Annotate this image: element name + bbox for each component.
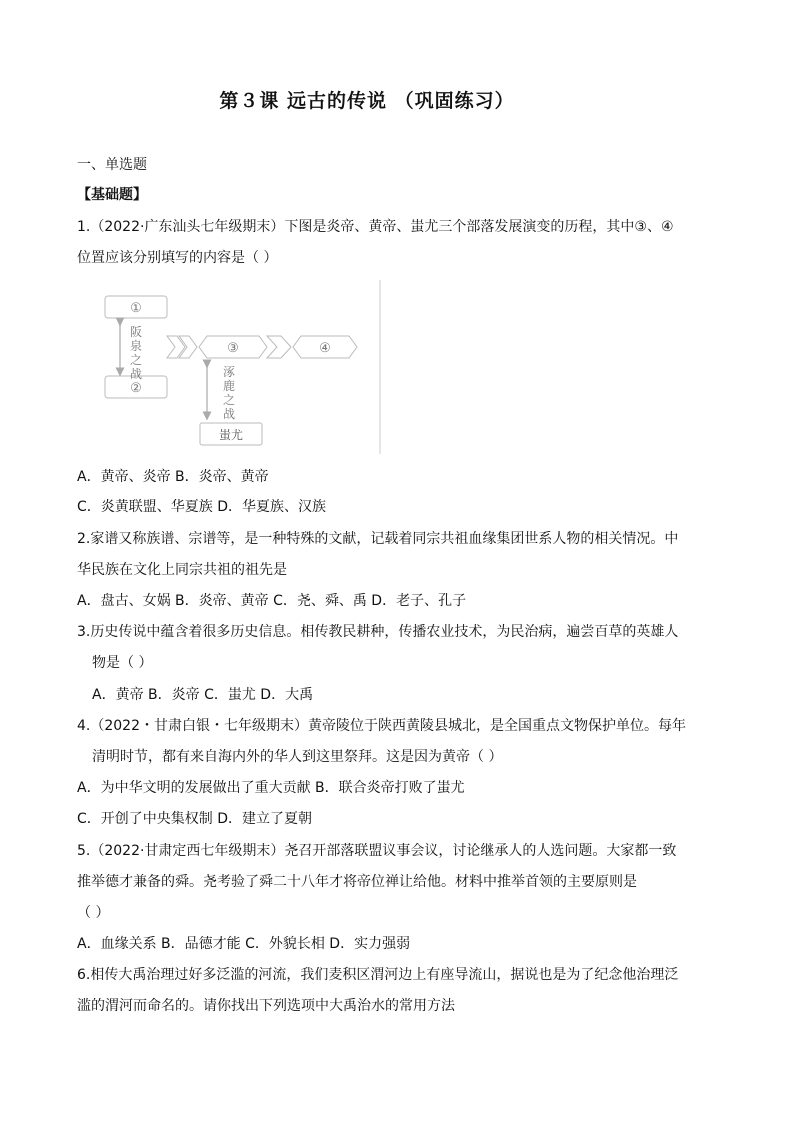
- q6-stem-line2: 滥的渭河而命名的。请你找出下列选项中大禹治水的常用方法: [77, 998, 455, 1014]
- diagram-box-4-label: ④: [319, 341, 331, 356]
- q1-stem-line1: 1.（2022·广东汕头七年级期末）下图是炎帝、黄帝、蚩尤三个部落发展演变的历程，其中③、④: [77, 219, 674, 235]
- q3-stem-line1: 3.历史传说中蕴含着很多历史信息。相传教民耕种，传播农业技术，为民治病，遍尝百草的英雄人: [77, 624, 679, 640]
- tribe-evolution-diagram: [95, 278, 395, 456]
- q5-stem-line2: 推举德才兼备的舜。尧考验了舜二十八年才将帝位禅让给他。材料中推举首领的主要原则是: [77, 874, 637, 890]
- subsection-heading: 【基础题】: [77, 187, 147, 203]
- q6-stem-line1: 6.相传大禹治理过好多泛滥的河流，我们麦积区渭河边上有座导流山，据说也是为了纪念他治理泛: [77, 967, 679, 983]
- battle1-char-4: 战: [129, 367, 143, 381]
- section-heading: 一、单选题: [77, 157, 147, 173]
- q5-stem-line1: 5.（2022·甘肃定西七年级期末）尧召开部落联盟议事会议，讨论继承人的人选问题。大家都一致: [77, 843, 677, 859]
- diagram-chiyou-label: 蚩尤: [218, 428, 244, 442]
- q1-stem-line2: 位置应该分别填写的内容是（ ）: [77, 250, 278, 266]
- battle2-char-2: 鹿: [222, 379, 236, 393]
- diagram-box-2-label: ②: [130, 381, 142, 396]
- q4-options-line2: C．开创了中央集权制 D．建立了夏朝: [77, 811, 313, 827]
- q4-options-line1: A．为中华文明的发展做出了重大贡献 B．联合炎帝打败了蚩尤: [77, 780, 465, 796]
- q2-stem-line2: 华民族在文化上同宗共祖的祖先是: [77, 562, 287, 578]
- battle2-char-3: 之: [222, 393, 236, 407]
- page-title: 第３课 远古的传说 （巩固练习）: [219, 90, 515, 112]
- chevron-3: [267, 336, 291, 358]
- q4-stem-line2: 清明时节，都有来自海内外的华人到这里祭拜。这是因为黄帝（ ）: [92, 749, 503, 765]
- diagram-box-1-label: ①: [130, 301, 142, 316]
- q3-stem-line2: 物是（ ）: [92, 655, 153, 671]
- q5-stem-line3: （ ）: [77, 905, 110, 921]
- battle2-char-1: 涿: [222, 365, 236, 379]
- battle1-char-3: 之: [129, 353, 143, 367]
- q5-options: A．血缘关系 B．品德才能 C．外貌长相 D．实力强弱: [77, 936, 411, 952]
- battle1-char-1: 阪: [129, 325, 143, 339]
- q1-options-line1: A．黄帝、炎帝 B．炎帝、黄帝: [77, 469, 269, 485]
- q1-options-line2: C．炎黄联盟、华夏族 D．华夏族、汉族: [77, 499, 327, 515]
- q2-options: A．盘古、女娲 B．炎帝、黄帝 C．尧、舜、禹 D．老子、孔子: [77, 593, 467, 609]
- battle1-char-2: 泉: [129, 339, 143, 353]
- q3-options: A．黄帝 B．炎帝 C．蚩尤 D．大禹: [92, 687, 314, 703]
- q2-stem-line1: 2.家谱又称族谱、宗谱等，是一种特殊的文献，记载着同宗共祖血缘集团世系人物的相关情况。中: [77, 531, 679, 547]
- q4-stem-line1: 4.（2022・甘肃白银・七年级期末）黄帝陵位于陕西黄陵县城北，是全国重点文物保护单位。每年: [77, 718, 686, 734]
- battle2-char-4: 战: [222, 407, 236, 421]
- diagram-box-3-label: ③: [227, 341, 239, 356]
